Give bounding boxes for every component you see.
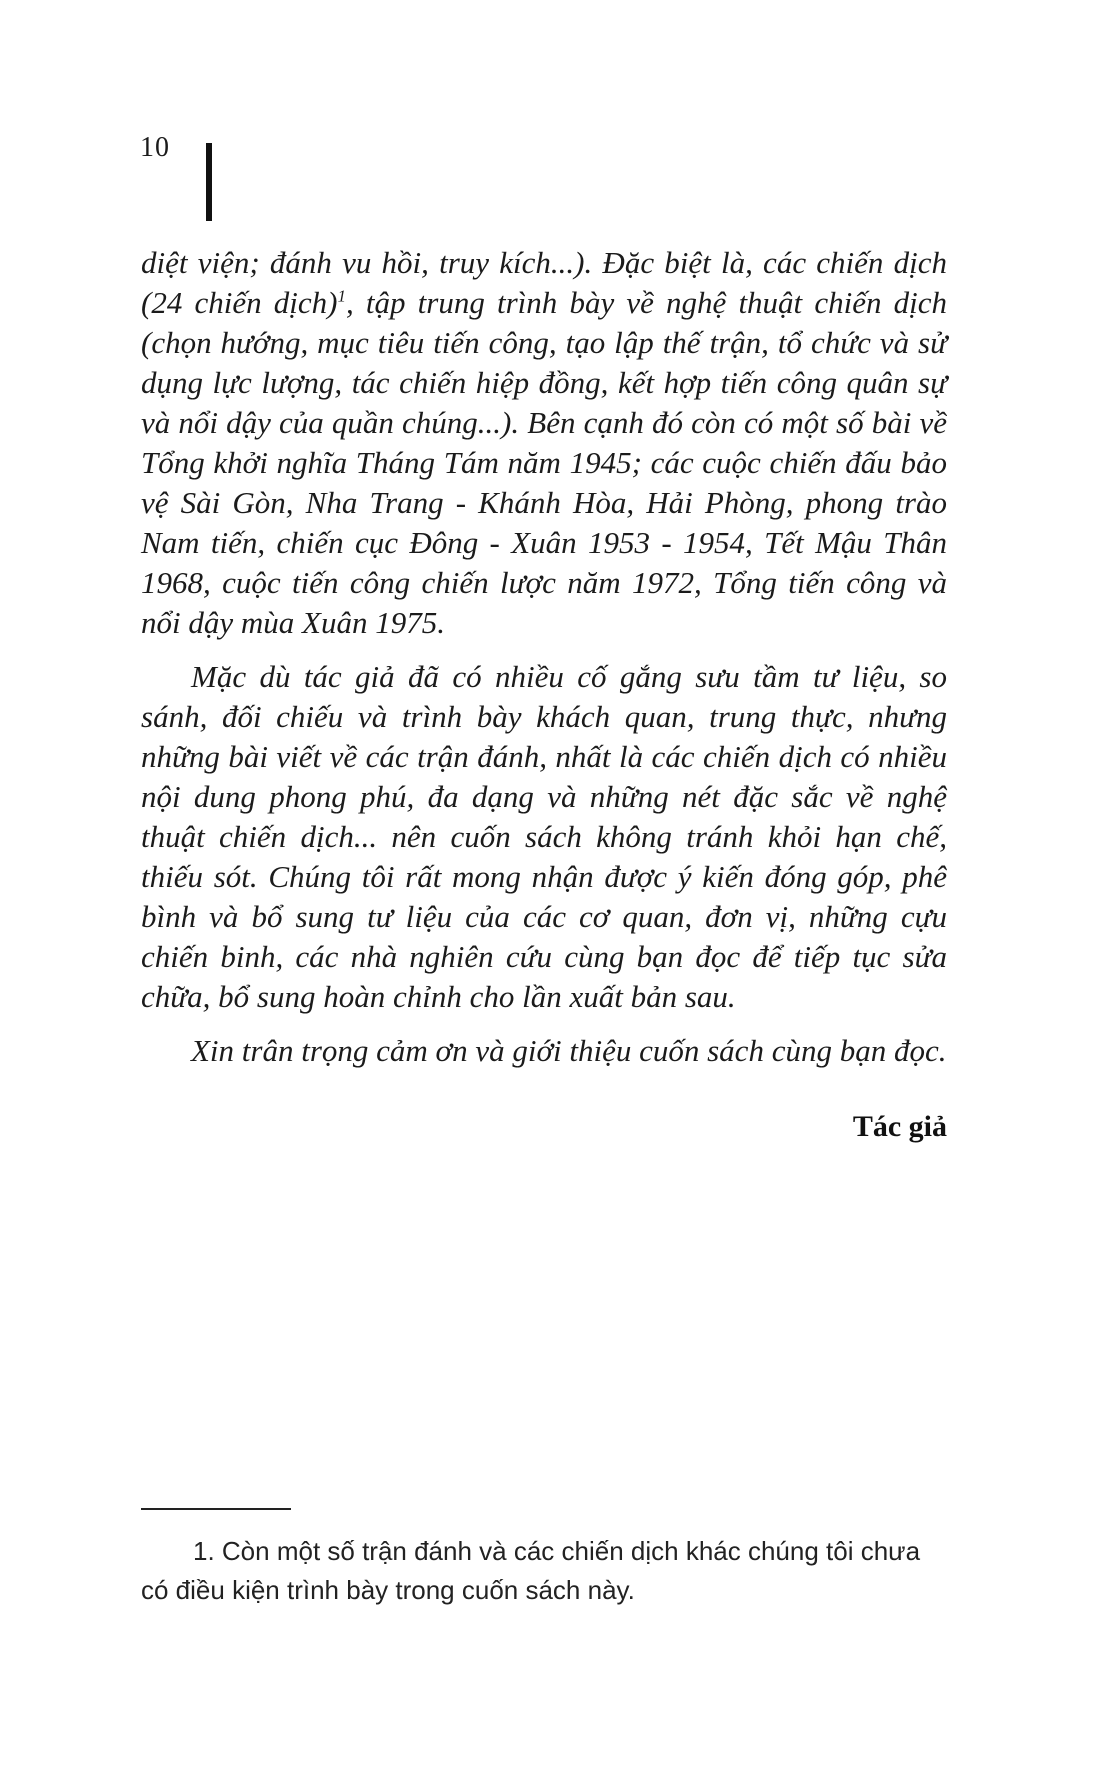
header-divider-bar — [206, 143, 212, 221]
paragraph-1-text-start: diệt viện; đánh vu hồi, truy kích...). Đặc biệt là, các chiến dịch (24 chiến dịch) — [141, 245, 947, 320]
footnote-area — [141, 1508, 951, 1610]
footnote-reference-marker: 1 — [337, 286, 346, 306]
footnote-separator-rule — [141, 1508, 291, 1510]
paragraph-2: Mặc dù tác giả đã có nhiều cố gắng sưu tầm tư liệu, so sánh, đối chiếu và trình bày khách quan, trung thực, nhưng những bài viết về các trận đánh, nhất là các chiến dịch có nhiều nội dung phong phú, đa dạng và những nét đặc sắc về nghệ thuật chiến dịch... nên cuốn sách không tránh khỏi hạn chế, thiếu sót. Chúng tôi rất mong nhận được ý kiến đóng góp, phê bình và bổ sung tư liệu của các cơ quan, đơn vị, những cựu chiến binh, các nhà nghiên cứu cùng bạn đọc để tiếp tục sửa chữa, bổ sung hoàn chỉnh cho lần xuất bản sau. — [141, 659, 947, 1014]
paragraph-1 — [141, 243, 947, 643]
author-signature: Tác giả — [852, 1110, 947, 1143]
footnote-text: 1. Còn một số trận đánh và các chiến dịch khác chúng tôi chưa có điều kiện trình bày trong cuốn sách này. — [141, 1536, 921, 1605]
paragraph-1-text-end: , tập trung trình bày về nghệ thuật chiến dịch (chọn hướng, mục tiêu tiến công, tạo lập thế trận, tổ chức và sử dụng lực lượng, tác chiến hiệp đồng, kết hợp tiến công quân sự và nổi dậy của quần chúng...). Bên cạnh đó còn có một số bài về Tổng khởi nghĩa Tháng Tám năm 1945; các cuộc chiến đấu bảo vệ Sài Gòn, Nha Trang - Khánh Hòa, Hải Phòng, phong trào Nam tiến, chiến cục Đông - Xuân 1953 - 1954, Tết Mậu Thân 1968, cuộc tiến công chiến lược năm 1972, Tổng tiến công và nổi dậy mùa Xuân 1975. — [141, 285, 947, 640]
paragraph-3: Xin trân trọng cảm ơn và giới thiệu cuốn sách cùng bạn đọc. — [191, 1033, 947, 1068]
page-number: 10 — [140, 132, 170, 163]
body-text-block — [141, 243, 947, 1147]
